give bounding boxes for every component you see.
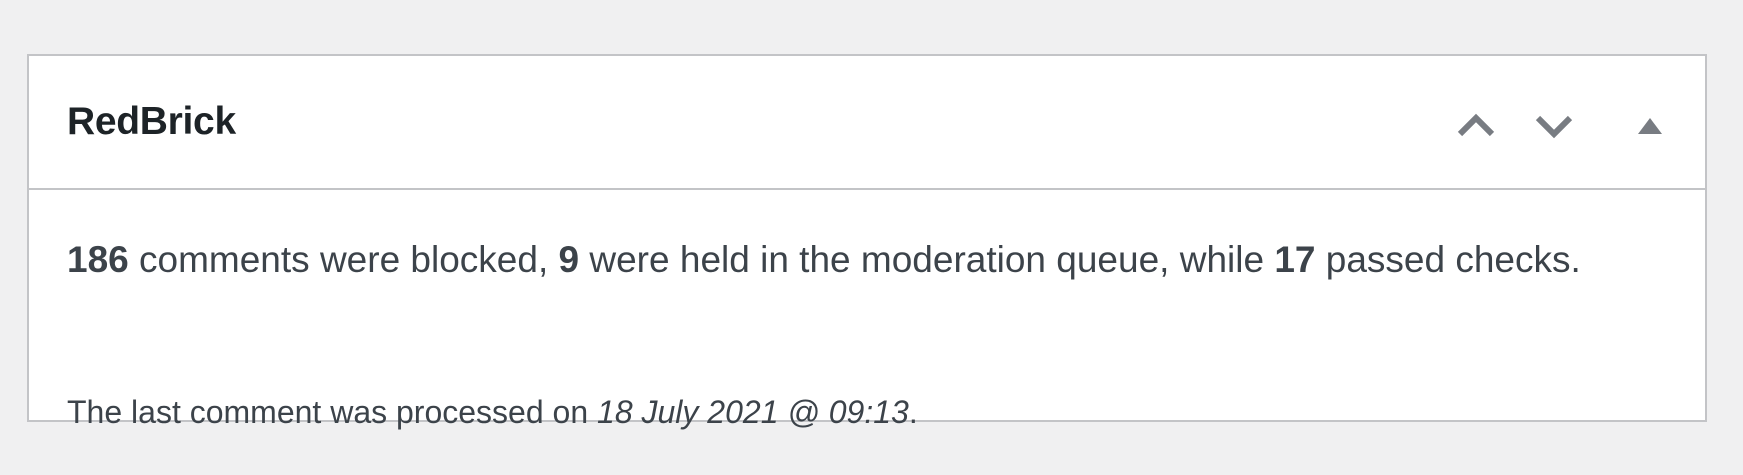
widget-title: RedBrick: [67, 100, 236, 143]
triangle-up-icon: [1617, 56, 1683, 186]
toggle-panel-button[interactable]: [1617, 56, 1683, 186]
last-processed-suffix: .: [908, 394, 918, 430]
comment-stats-summary: [67, 236, 1667, 284]
blocked-count: 186: [67, 239, 129, 280]
held-count: 9: [558, 239, 580, 280]
chevron-up-icon: [1443, 56, 1509, 186]
last-processed-datetime: 18 July 2021 @ 09:13: [597, 394, 909, 430]
last-processed-note: [67, 394, 918, 431]
held-text: were held in the moderation queue, while: [579, 239, 1275, 280]
passed-text: passed checks.: [1315, 239, 1581, 280]
blocked-text: comments were blocked,: [128, 239, 559, 280]
dashboard-widget: [27, 54, 1707, 430]
last-processed-prefix: The last comment was processed on: [67, 394, 598, 430]
chevron-down-icon: [1521, 56, 1587, 186]
move-up-button[interactable]: [1443, 56, 1509, 186]
move-down-button[interactable]: [1521, 56, 1587, 186]
widget-header: [29, 56, 1705, 190]
widget-body: [67, 236, 1667, 430]
passed-count: 17: [1274, 239, 1316, 280]
